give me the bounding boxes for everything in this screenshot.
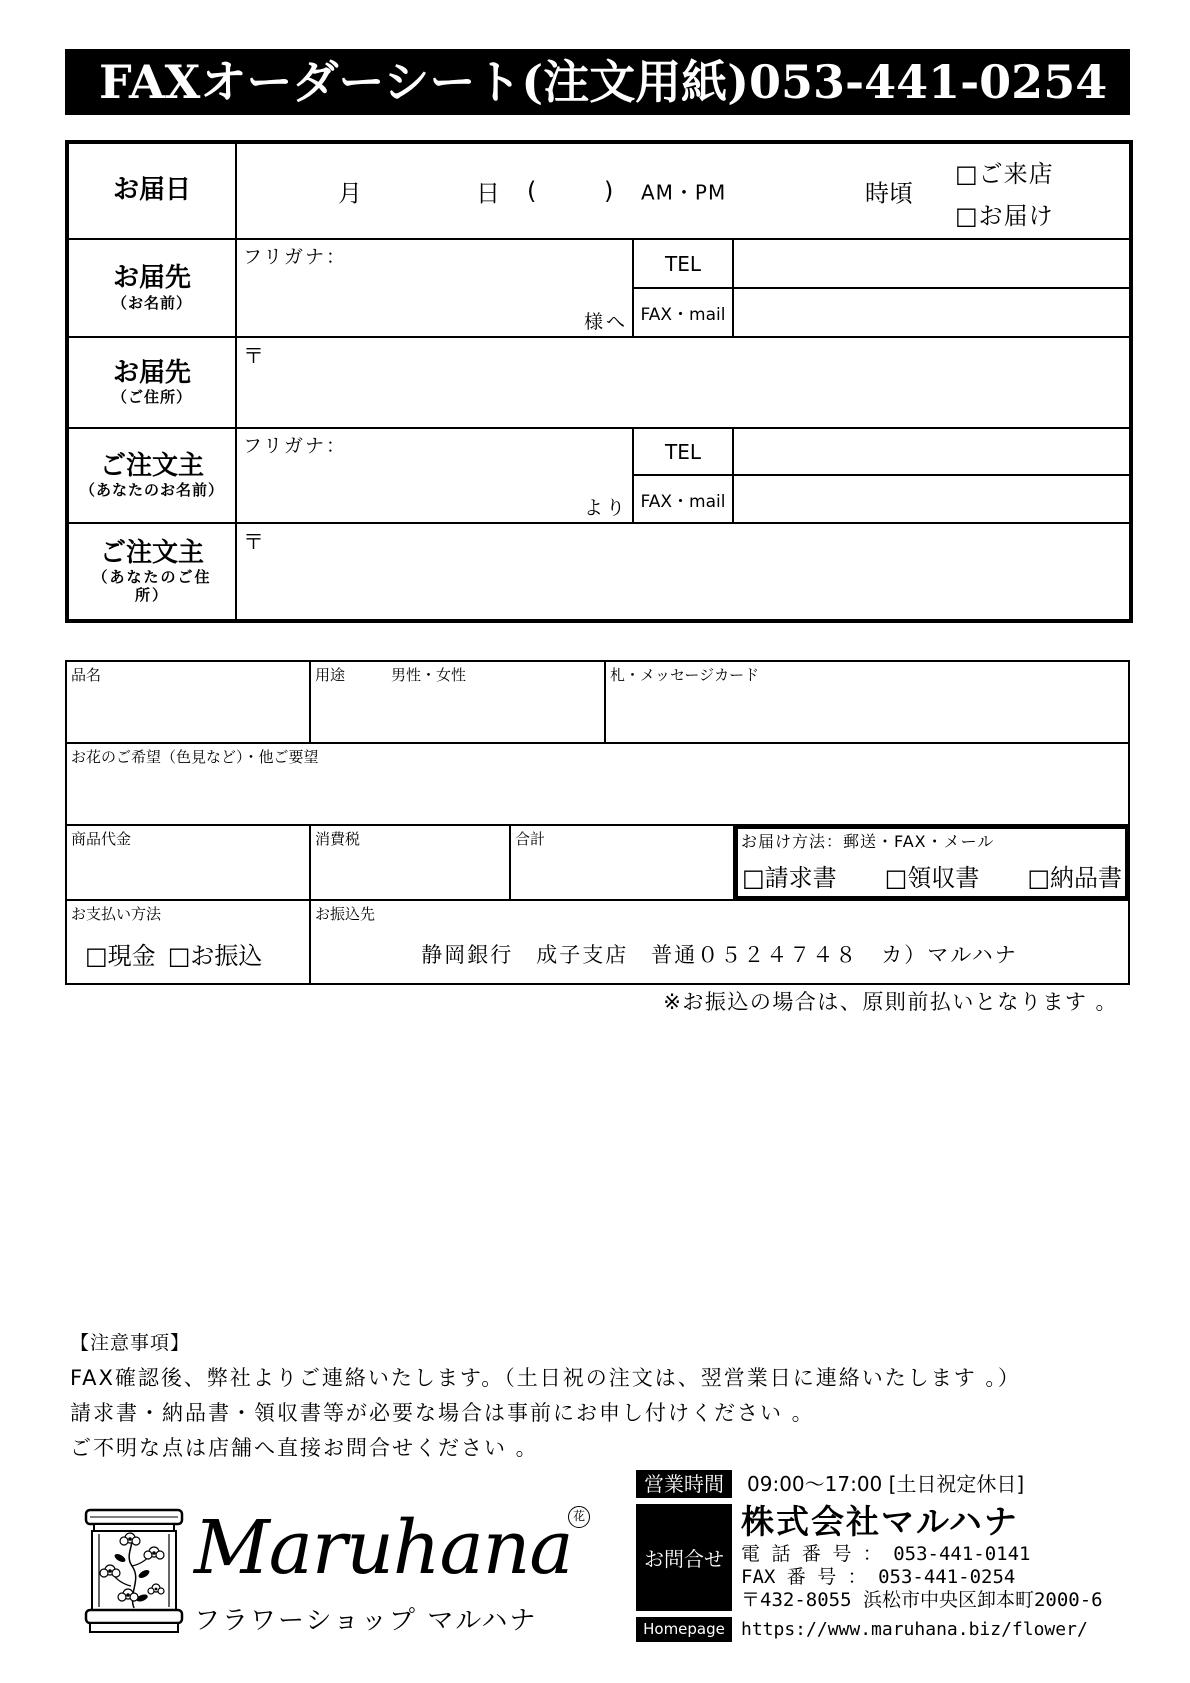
order-row-payment bbox=[67, 901, 1128, 983]
recipient-tel-label-cell bbox=[634, 240, 734, 289]
orderer-address-label-cell bbox=[69, 524, 237, 619]
business-hours-label: 営業時間 bbox=[636, 1470, 732, 1498]
recipient-fax-mail-label: FAX・mail bbox=[640, 305, 726, 325]
recipient-address-field bbox=[237, 338, 1129, 429]
item-name-label: 品名 bbox=[71, 666, 102, 684]
purpose-label-group bbox=[315, 664, 466, 685]
month-label: 月 bbox=[338, 179, 362, 208]
recipient-name-label-cell bbox=[69, 240, 237, 338]
recipient-name-field bbox=[237, 240, 634, 338]
tax-label: 消費税 bbox=[315, 830, 361, 848]
order-row-product bbox=[67, 662, 1128, 744]
price-label: 商品代金 bbox=[71, 830, 132, 848]
recipient-address-label: お届先 bbox=[112, 357, 191, 388]
delivery-date-label-cell bbox=[69, 144, 237, 240]
weekday-paren-close: ) bbox=[604, 177, 614, 205]
notes-line: ご不明な点は店舗へ直接お問合せください 。 bbox=[70, 1436, 539, 1460]
document-options bbox=[742, 858, 1122, 893]
tax-field bbox=[311, 826, 511, 899]
recipient-tel-label: TEL bbox=[665, 251, 701, 276]
phone-number: 053-441-0141 bbox=[893, 1543, 1031, 1565]
contact-label-box bbox=[636, 1504, 732, 1611]
header-bar bbox=[65, 49, 1130, 115]
recipient-fax-mail-field bbox=[734, 289, 1129, 338]
requests-label: お花のご希望（色見など）・他ご要望 bbox=[71, 748, 319, 766]
bank-transfer-checkbox: □お振込 bbox=[167, 942, 263, 970]
orderer-tel-field bbox=[734, 429, 1129, 476]
recipient-honorific-suffix: 様へ bbox=[583, 311, 628, 333]
logo-tagline: フラワーショップ マルハナ bbox=[194, 1606, 538, 1636]
maruhana-logo-wordmark: Maruhana bbox=[194, 1505, 573, 1591]
delivery-date-field bbox=[237, 144, 1129, 240]
delivery-date-label: お届日 bbox=[112, 175, 191, 206]
orderer-tel-label-cell bbox=[634, 429, 734, 476]
orderer-name-field bbox=[237, 429, 634, 524]
orderer-name-label-cell bbox=[69, 429, 237, 524]
fax-line bbox=[741, 1566, 1015, 1588]
delivery-method-label: お届け方法：郵送・FAX・メール bbox=[741, 832, 995, 851]
company-name: 株式会社マルハナ bbox=[741, 1502, 1019, 1541]
recipient-address-label-cell bbox=[69, 338, 237, 429]
bank-account-text: 静岡銀行 成子支店 普通０５２４７４８ カ）マルハナ bbox=[421, 943, 1018, 967]
gender-options: 男性・女性 bbox=[391, 666, 467, 684]
phone-line bbox=[741, 1543, 1031, 1565]
in-store-pickup-checkbox: □ご来店 bbox=[955, 160, 1054, 188]
contact-label: お問合せ bbox=[644, 1547, 724, 1571]
purpose-field bbox=[311, 662, 606, 742]
payment-options bbox=[85, 936, 262, 971]
fax-number: 053-441-0254 bbox=[878, 1566, 1016, 1588]
orderer-address-sublabel: （あなたのご住所） bbox=[92, 568, 212, 605]
orderer-fax-label-cell bbox=[634, 476, 734, 524]
am-pm-label: AM・PM bbox=[641, 180, 727, 205]
notes-line: 請求書・納品書・領収書等が必要な場合は事前にお申し付けください 。 bbox=[70, 1401, 815, 1425]
delivery-note-checkbox: □納品書 bbox=[1027, 864, 1122, 892]
notes-line: FAX確認後、弊社よりご連絡いたします。（土日祝の注文は、翌営業日に連絡いたします 。） bbox=[70, 1366, 1021, 1390]
orderer-address-label: ご注文主 bbox=[99, 537, 204, 568]
orderer-name-label: ご注文主 bbox=[99, 450, 204, 481]
orderer-fax-mail-label: FAX・mail bbox=[640, 491, 726, 512]
purpose-label: 用途 bbox=[315, 666, 346, 684]
order-details-table bbox=[65, 660, 1130, 985]
price-field bbox=[67, 826, 311, 899]
orderer-name-sublabel: （あなたのお名前） bbox=[79, 481, 224, 500]
receipt-checkbox: □領収書 bbox=[884, 864, 980, 892]
fax-label: FAX 番 号 ： bbox=[741, 1566, 867, 1588]
order-row-requests bbox=[67, 744, 1128, 826]
recipient-postal-mark: 〒 bbox=[243, 344, 264, 368]
orderer-fax-mail-field bbox=[734, 476, 1129, 524]
recipient-furigana-label: フリガナ： bbox=[243, 246, 348, 268]
time-label: 時頃 bbox=[865, 179, 913, 208]
transfer-destination-label: お振込先 bbox=[315, 905, 376, 923]
requests-field bbox=[67, 744, 1128, 824]
message-card-label: 札・メッセージカード bbox=[610, 666, 760, 684]
cash-checkbox: □現金 bbox=[85, 942, 156, 970]
orderer-from-suffix: より bbox=[583, 497, 628, 519]
business-hours: 09:00～17:00 [土日祝定休日] bbox=[747, 1472, 1025, 1496]
transfer-destination-field bbox=[311, 901, 1128, 983]
recipient-orderer-table bbox=[65, 140, 1133, 623]
flower-jar-icon bbox=[84, 1508, 184, 1634]
total-field bbox=[511, 826, 735, 899]
orderer-furigana-label: フリガナ： bbox=[243, 435, 348, 457]
page-title: FAXオーダーシート(注文用紙)053-441-0254 bbox=[99, 55, 1108, 109]
delivery-checkbox: □お届け bbox=[955, 202, 1054, 230]
payment-method-field bbox=[67, 901, 311, 983]
phone-label: 電 話 番 号 ： bbox=[741, 1543, 882, 1565]
invoice-checkbox: □請求書 bbox=[742, 864, 837, 892]
day-label: 日 bbox=[476, 179, 500, 208]
order-row-amounts bbox=[67, 826, 1128, 901]
orderer-tel-label: TEL bbox=[665, 439, 701, 464]
recipient-address-sublabel: （ご住所） bbox=[111, 388, 192, 407]
shop-address: 〒432-8055 浜松市中央区卸本町2000-6 bbox=[741, 1589, 1103, 1611]
prepayment-note: ※お振込の場合は、原則前払いとなります 。 bbox=[663, 990, 1118, 1014]
message-card-field bbox=[606, 662, 1128, 742]
item-name-field bbox=[67, 662, 311, 742]
orderer-postal-mark: 〒 bbox=[243, 530, 264, 554]
logo-emblem-icon: 花 bbox=[568, 1506, 590, 1528]
notes-section bbox=[70, 1326, 1021, 1466]
recipient-tel-field bbox=[734, 240, 1129, 289]
recipient-name-sublabel: （お名前） bbox=[111, 293, 192, 312]
notes-heading: 【注意事項】 bbox=[70, 1332, 191, 1354]
payment-method-label: お支払い方法 bbox=[71, 905, 162, 923]
orderer-address-field bbox=[237, 524, 1129, 619]
document-delivery-box bbox=[735, 826, 1128, 899]
homepage-label: Homepage bbox=[636, 1617, 732, 1642]
total-label: 合計 bbox=[515, 830, 546, 848]
homepage-url: https://www.maruhana.biz/flower/ bbox=[741, 1619, 1088, 1640]
recipient-name-label: お届先 bbox=[112, 263, 191, 294]
recipient-fax-label-cell bbox=[634, 289, 734, 338]
weekday-paren-open: ( bbox=[527, 177, 537, 205]
